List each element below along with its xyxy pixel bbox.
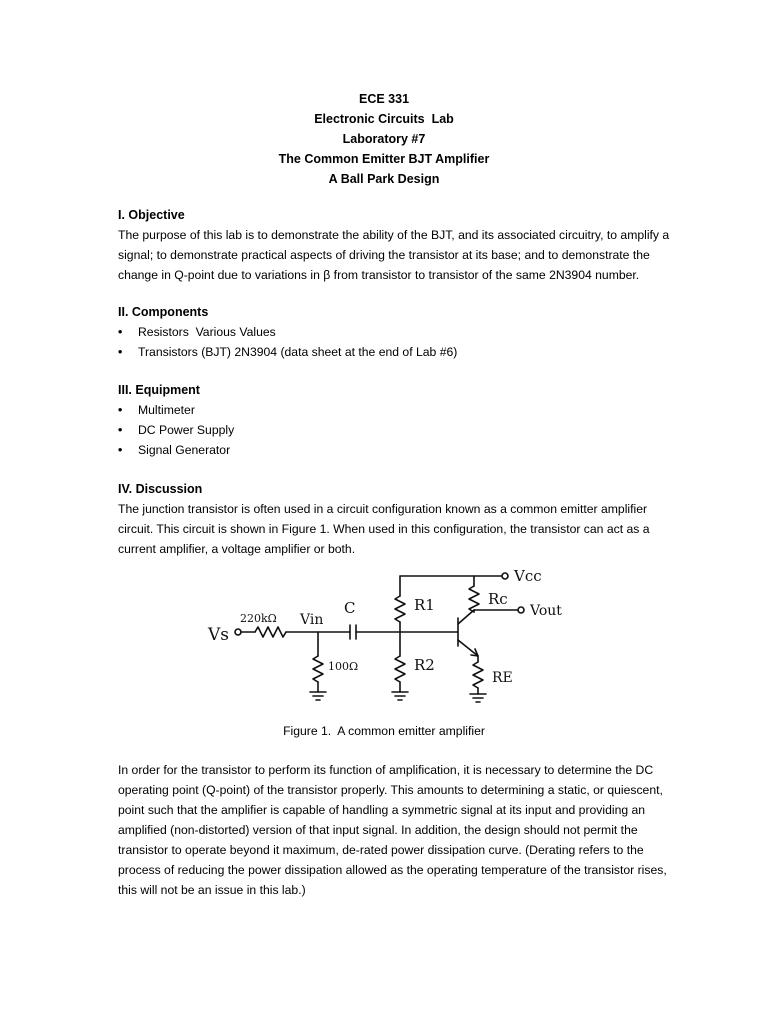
ground-icon <box>470 694 486 702</box>
r1-resistor <box>395 596 405 622</box>
transistor-collector <box>458 610 474 624</box>
body-line: In order for the transistor to perform its function of amplification, it is necessary to determine the DC <box>118 763 654 777</box>
body-line: this will not be an issue in this lab.) <box>118 883 306 897</box>
equipment-section <box>118 380 678 460</box>
vs-terminal <box>235 629 241 635</box>
vout-label: Vout <box>530 603 562 619</box>
vcc-terminal <box>502 573 508 579</box>
objective-line: The purpose of this lab is to demonstrate the ability of the BJT, and its associated circuitry, to amplify a <box>118 228 670 242</box>
discussion-line: current amplifier, a voltage amplifier or both. <box>118 542 356 556</box>
common-emitter-circuit-diagram <box>200 560 580 712</box>
bullet-icon: • <box>118 403 123 417</box>
lab-number: Laboratory #7 <box>342 132 426 146</box>
bullet-icon: • <box>118 325 123 339</box>
vs-label: Vs <box>208 625 230 645</box>
list-item: • Signal Generator <box>118 440 678 460</box>
re-label: RE <box>492 670 513 686</box>
bullet-icon: • <box>118 345 123 359</box>
figure-caption: Figure 1. A common emitter amplifier <box>283 724 485 738</box>
list-item: • Transistors (BJT) 2N3904 (data sheet at the end of Lab #6) <box>118 342 678 362</box>
shunt-resistor <box>313 656 323 682</box>
re-resistor <box>473 662 483 688</box>
rc-label: Rc <box>488 590 508 608</box>
list-item: • Multimeter <box>118 400 678 420</box>
components-section <box>118 302 678 362</box>
equipment-list <box>118 400 678 460</box>
list-item: • DC Power Supply <box>118 420 678 440</box>
objective-section <box>118 205 678 285</box>
document-title: The Common Emitter BJT Amplifier <box>278 152 490 166</box>
bullet-icon: • <box>118 443 123 457</box>
capacitor-label: C <box>344 599 356 617</box>
discussion-line: The junction transistor is often used in a circuit configuration known as a common emitter amplifier <box>118 502 648 516</box>
vout-terminal <box>518 607 524 613</box>
body-line: point such that the amplifier is capable of handling a symmetric signal at its input and providing an <box>118 803 646 817</box>
document-subtitle: A Ball Park Design <box>328 172 440 186</box>
body-line: amplified (non-distorted) version of that input signal. In addition, the design should not permit the <box>118 823 638 837</box>
r1-label: R1 <box>414 596 435 614</box>
components-list <box>118 322 678 362</box>
bullet-icon: • <box>118 423 123 437</box>
body-line: operating point (Q-point) of the transistor properly. This amounts to determining a static, or quiescent, <box>118 783 663 797</box>
r2-label: R2 <box>414 656 435 674</box>
shunt-resistor-label: 100Ω <box>328 660 359 673</box>
discussion-heading: IV. Discussion <box>118 482 203 496</box>
transistor-emitter <box>458 640 478 656</box>
components-heading: II. Components <box>118 305 209 319</box>
continuation-section <box>118 760 678 900</box>
lab-name: Electronic Circuits Lab <box>314 112 454 126</box>
discussion-section <box>118 479 678 559</box>
title-block <box>0 89 768 189</box>
discussion-line: circuit. This circuit is shown in Figure 1. When used in this configuration, the transistor can act as a <box>118 522 650 536</box>
ground-icon <box>392 692 408 700</box>
list-item: • Resistors Various Values <box>118 322 678 342</box>
r2-resistor <box>395 656 405 682</box>
objective-line: change in Q-point due to variations in β from transistor to transistor of the same 2N3904 number. <box>118 268 640 282</box>
vin-label: Vin <box>300 612 324 628</box>
body-line: transistor to operate beyond it maximum, de-rated power dissipation curve. (Derating refers to the <box>118 843 644 857</box>
body-line: process of reducing the power dissipation allowed as the operating temperature of the transistor rises, <box>118 863 667 877</box>
source-resistor-label: 220kΩ <box>240 612 277 625</box>
equipment-heading: III. Equipment <box>118 383 200 397</box>
objective-heading: I. Objective <box>118 208 185 222</box>
course-code: ECE 331 <box>358 92 410 106</box>
vcc-label: Vcc <box>514 567 542 585</box>
objective-line: signal; to demonstrate practical aspects of driving the transistor at its base; and to demonstrate the <box>118 248 650 262</box>
ground-icon <box>310 692 326 700</box>
source-resistor <box>255 627 286 637</box>
rc-resistor <box>469 586 479 612</box>
